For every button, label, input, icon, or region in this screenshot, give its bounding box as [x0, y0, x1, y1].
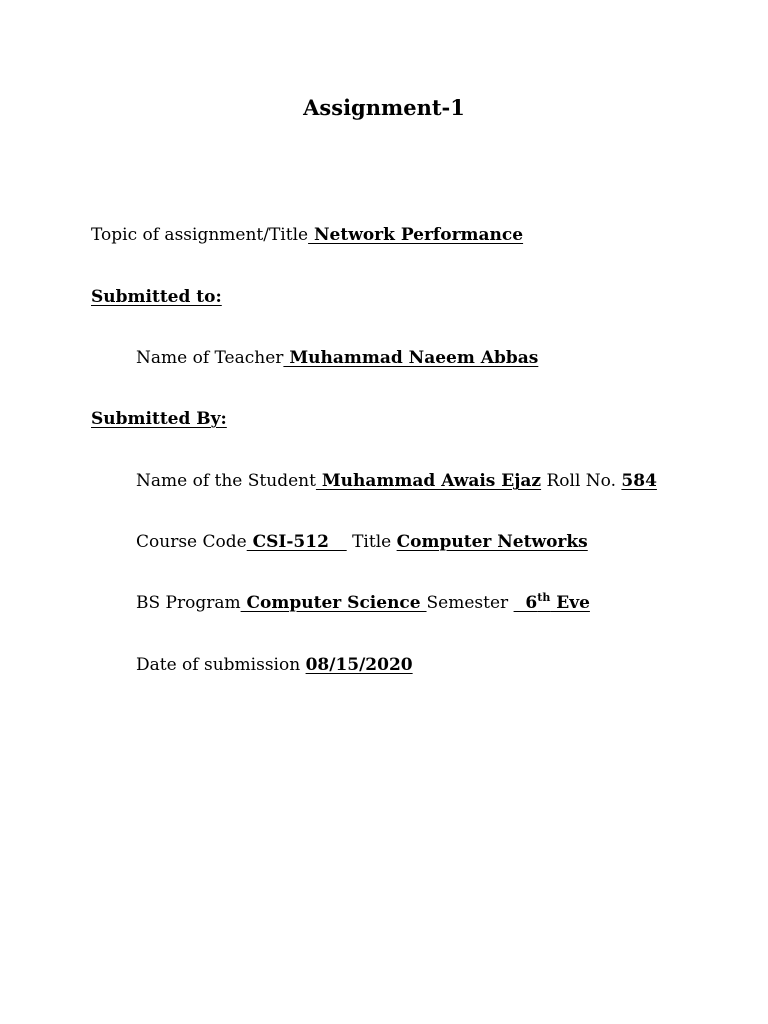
student-value: Muhammad Awais Ejaz — [315, 471, 542, 491]
student-label: Name of the Student — [136, 471, 316, 491]
topic-line — [91, 223, 523, 247]
date-line — [136, 653, 413, 677]
course-title-label: Title — [346, 532, 397, 552]
teacher-line — [136, 346, 538, 370]
student-line — [136, 469, 657, 493]
date-value: 08/15/2020 — [305, 655, 413, 675]
topic-value: Network Performance — [308, 225, 524, 245]
program-label: BS Program — [136, 593, 241, 613]
course-line — [136, 530, 588, 554]
semester-shift: Eve — [550, 593, 590, 613]
course-code-value: CSI-512 — [246, 532, 347, 552]
submitted-to-heading: Submitted to: — [91, 287, 222, 307]
document-title: Assignment-1 — [303, 95, 465, 120]
submitted-by-heading: Submitted By: — [91, 409, 227, 429]
course-title-value: Computer Networks — [396, 532, 588, 552]
teacher-label: Name of Teacher — [136, 348, 284, 368]
program-line — [136, 591, 590, 615]
roll-value: 584 — [621, 471, 657, 491]
submitted-to-line — [91, 285, 222, 309]
date-label: Date of submission — [136, 655, 306, 675]
teacher-value: Muhammad Naeem Abbas — [283, 348, 539, 368]
semester-label: Semester — [426, 593, 514, 613]
semester-value — [514, 593, 590, 613]
roll-label: Roll No. — [541, 471, 622, 491]
semester-number: 6 — [513, 593, 538, 613]
course-code-label: Course Code — [136, 532, 247, 552]
topic-label: Topic of assignment/Title — [91, 225, 309, 245]
submitted-by-line — [91, 407, 227, 431]
program-value: Computer Science — [240, 593, 427, 613]
semester-ordinal-suffix: th — [537, 591, 551, 604]
